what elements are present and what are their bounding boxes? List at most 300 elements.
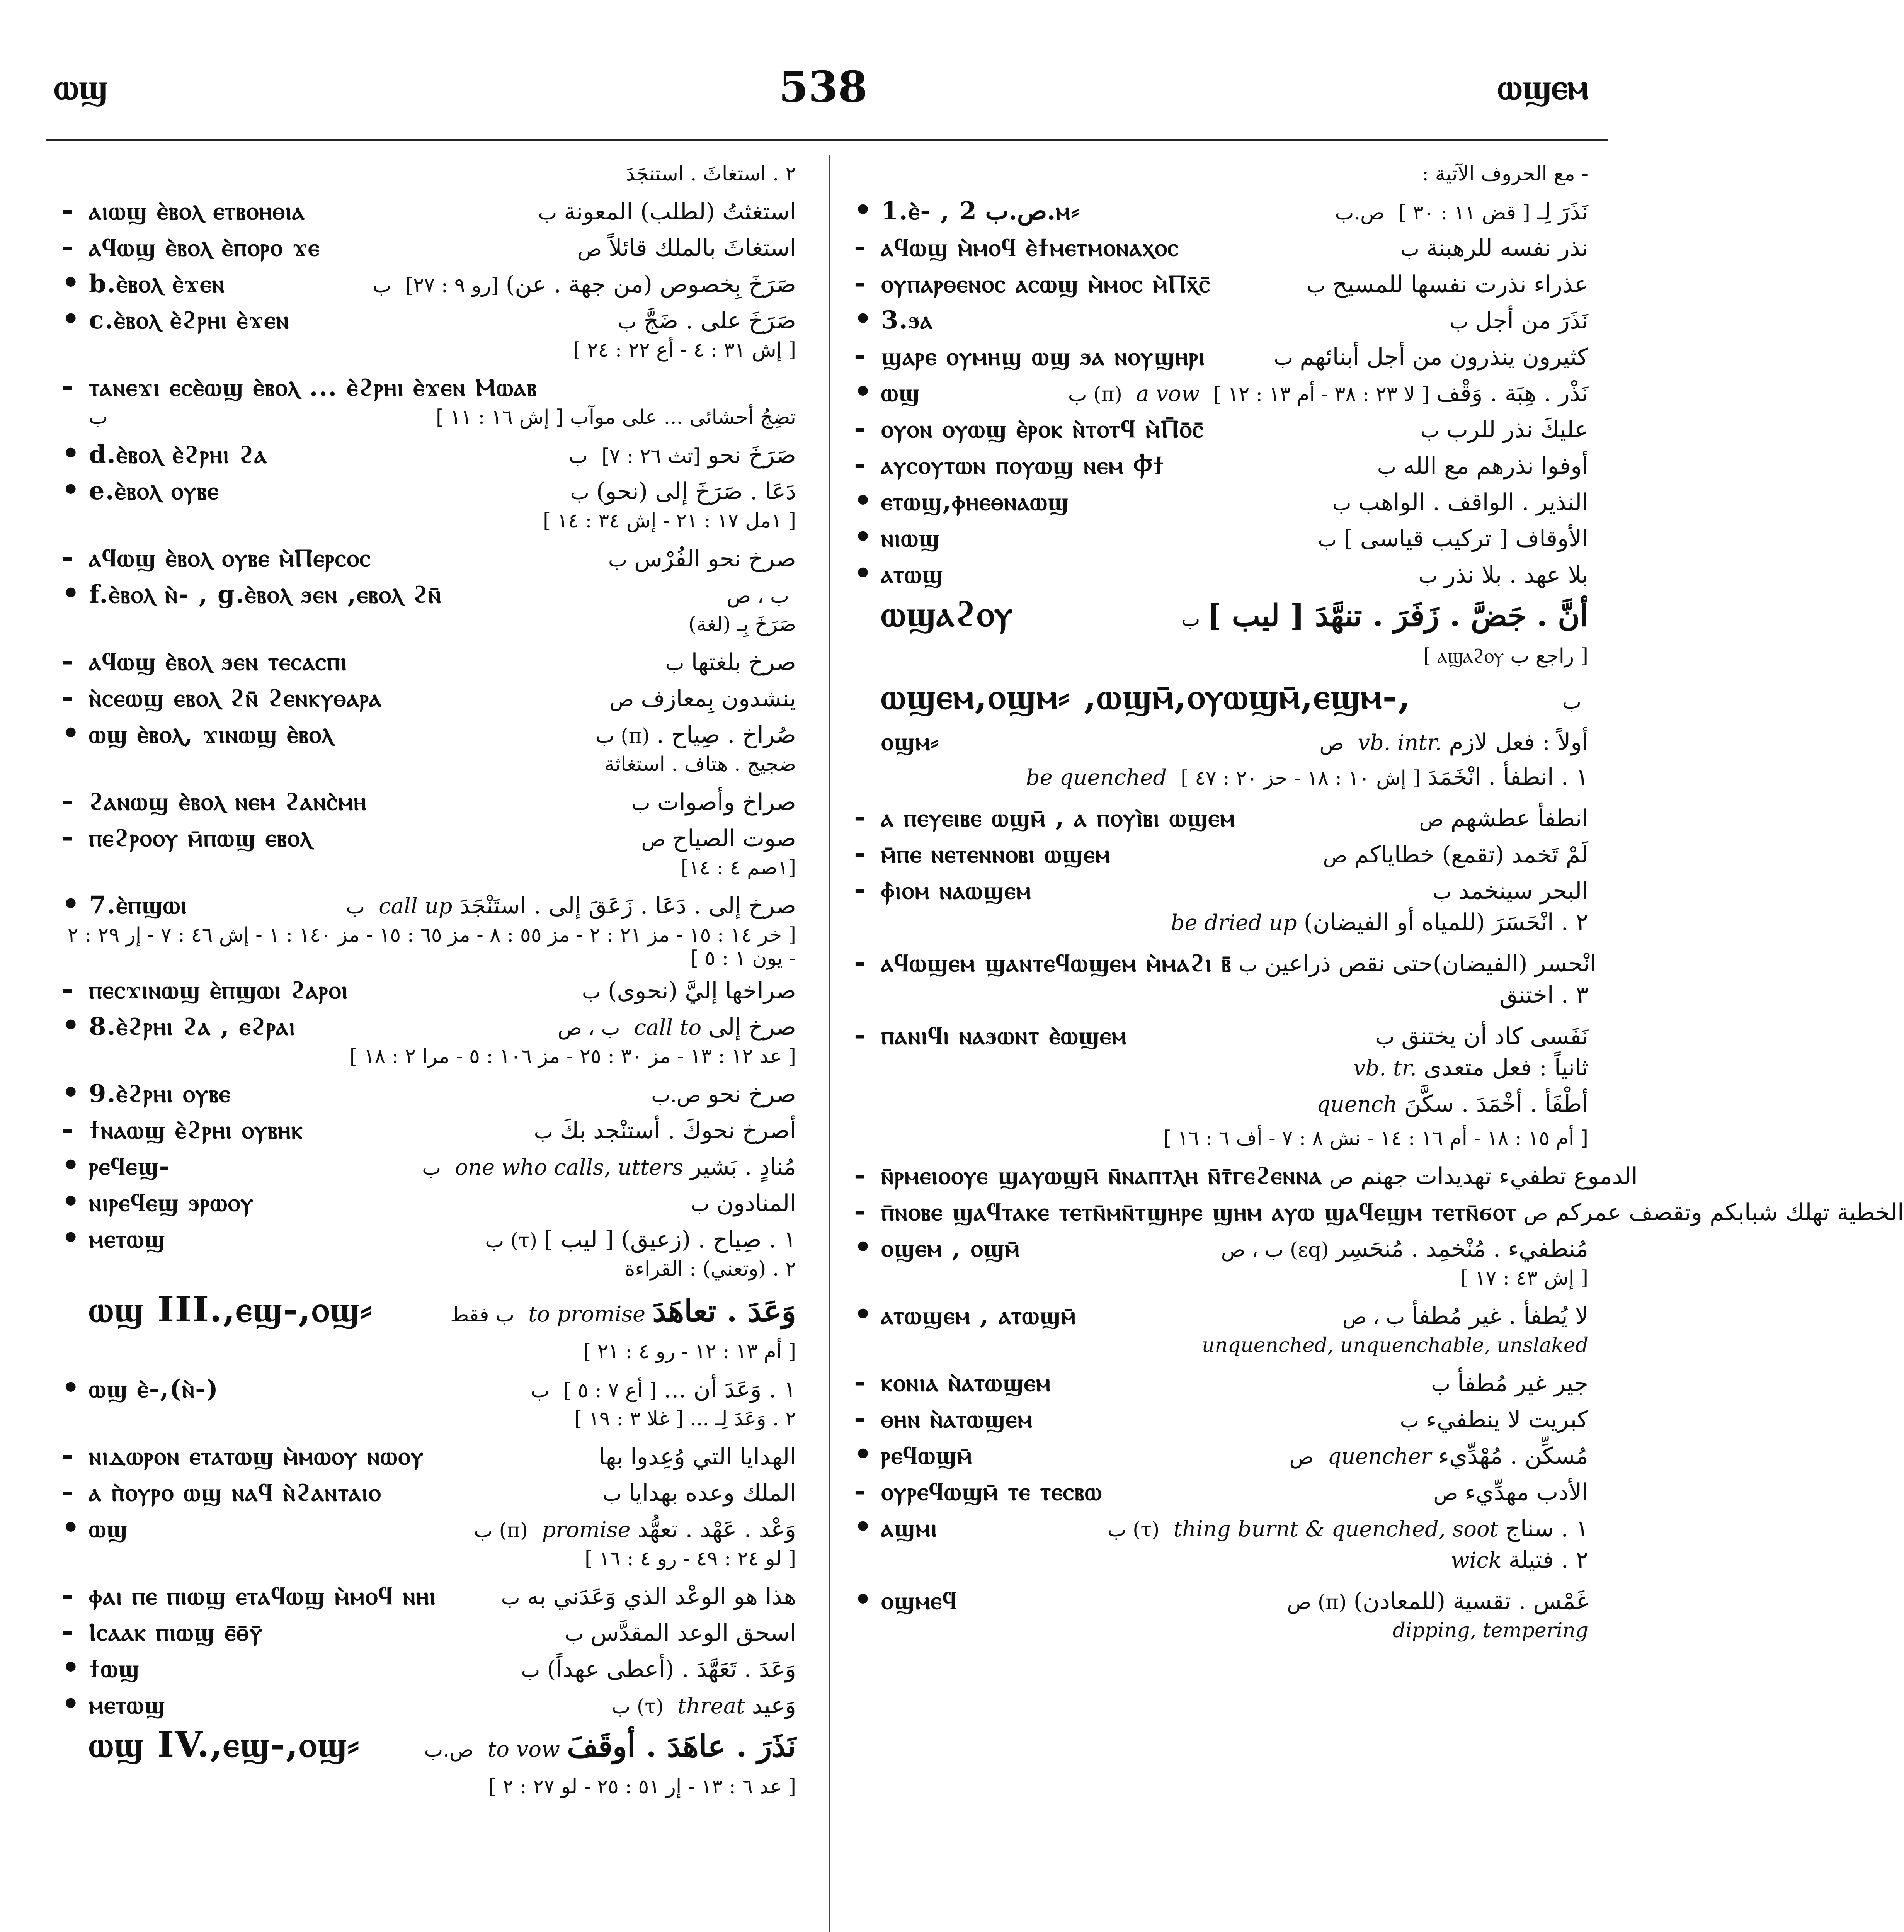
reference-line: [ إش ٣١ : ٤ - أع ٢٢ : ٢٤ ] <box>573 338 796 362</box>
arabic-gloss: مُنطفيء . مُنْخمِد . مُنحَسِر <box>1336 1235 1588 1262</box>
english-gloss: unquenched, unquenchable, unslaked <box>1201 1334 1588 1357</box>
entry-bullet: - <box>62 1112 73 1145</box>
arabic-gloss: أنَّ . جَضَّ . زَفَرَ . تنهَّدَ [ ليب ] <box>1207 598 1588 633</box>
dialect-tag: ب <box>1449 310 1468 333</box>
dictionary-entry <box>854 727 1588 762</box>
entry-bullet: • <box>62 1687 80 1720</box>
coptic-word: e.ⲉ̀ⲃⲟⲗ ⲟⲩⲃⲉ <box>89 476 219 505</box>
reference-line: ضجيج . هتاف . استغاثة <box>604 753 796 776</box>
dictionary-entry <box>62 1614 796 1649</box>
entry-bullet: • <box>62 302 80 335</box>
dictionary-entry <box>854 302 1588 337</box>
coptic-word: ⲁϥⲱϣ ⲉ̀ⲃⲟⲗ ⲟⲩⲃⲉ ⲙ̀Ⲡⲉⲣⲥⲟⲥ <box>89 544 371 573</box>
arabic-gloss: الأدب مهدِّيء <box>1465 1479 1588 1506</box>
coptic-word: 3.ϧⲁ <box>881 306 934 335</box>
entry-bullet: - <box>854 338 866 371</box>
english-gloss: vb. intr. <box>1358 730 1442 755</box>
arabic-gloss: نذر نفسه للرهبنة <box>1426 235 1588 262</box>
english-gloss: be quenched <box>1026 765 1167 790</box>
arabic-gloss: الخطية تهلك شبابكم وتقصف عمركم <box>1555 1199 1904 1226</box>
coptic-word: ϩⲁⲛⲱϣ ⲉ̀ⲃⲟⲗ ⲛⲉⲙ ϩⲁⲛⲥ̀ⲙⲏ <box>89 787 367 816</box>
entry-bullet: - <box>62 1438 73 1471</box>
entry-bullet: - <box>854 872 866 905</box>
dictionary-entry <box>854 193 1588 228</box>
coptic-word: ⲫⲁⲓ ⲡⲉ ⲡⲓⲱϣ ⲉⲧⲁϥⲱϣ ⲙ̀ⲙⲟϥ ⲛⲏⲓ <box>89 1582 436 1611</box>
arabic-gloss: صُراخ . صِياح . <box>657 721 796 748</box>
arabic-gloss: دَعَا . صَرَخَ إلى (نحو) <box>596 478 796 505</box>
arabic-gloss: صرخ بلغتها <box>691 649 796 676</box>
coptic-word: ⲫ̀ⲓⲟⲙ ⲛⲁⲱϣⲉⲙ <box>881 876 1032 905</box>
coptic-word: ⲱϣ IV.,ⲉϣ-,ⲟϣ⸗ <box>89 1723 360 1765</box>
headword-entry <box>854 593 1588 643</box>
entry-bullet: - <box>854 1194 866 1227</box>
coptic-word: b.ⲉ̀ⲃⲟⲗ ⲉ̀ϫⲉⲛ <box>89 269 225 298</box>
entry-bullet: • <box>854 375 872 408</box>
entry-bullet: - <box>854 1158 866 1190</box>
coptic-word: ⲡⲉϩⲣⲟⲟⲩ ⲙ̄ⲡⲱϣ ⲉⲃⲟⲗ <box>89 823 313 852</box>
coptic-word: ϣⲁⲣⲉ ⲟⲩⲙⲏϣ ⲱϣ ϧⲁ ⲛⲟⲩϣⲏⲣⲓ <box>881 342 1206 371</box>
dictionary-entry <box>854 981 1588 1016</box>
entry-bullet: - <box>62 820 73 853</box>
entry-bullet: • <box>854 556 872 589</box>
dialect-tag: ص.ب <box>1335 201 1385 224</box>
entry-continuation <box>62 406 796 434</box>
arabic-gloss: مُسكِّن . مُهْدِّيء <box>1438 1442 1588 1469</box>
entry-bullet: - <box>62 784 73 816</box>
arabic-gloss: وَعَدَ . تَعَهَّدَ . (أعطى عهداً) <box>547 1656 796 1683</box>
dictionary-entry <box>62 1009 796 1043</box>
dictionary-entry <box>854 338 1588 373</box>
dictionary-entry <box>854 1158 1638 1192</box>
coptic-word: ⲡ̄ⲛⲟⲃⲉ ϣⲁϥⲧⲁⲕⲉ ⲧⲉⲧⲛ̄ⲙⲛ̄ⲧϣⲏⲣⲉ ϣⲏⲙ ⲁⲩⲱ ϣⲁϥⲉϣⲙ ⲧⲉⲧⲛ̄ϭⲟⲧ <box>881 1197 1517 1226</box>
dictionary-entry <box>62 1687 796 1722</box>
entry-bullet: - <box>62 230 73 262</box>
reference-line: [ أم ١٣ : ١٢ - رو ٤ : ٢١ ] <box>583 1340 796 1363</box>
entry-bullet: • <box>62 716 80 749</box>
entry-bullet: • <box>62 437 80 469</box>
arabic-gloss: الملك وعده بهدايا <box>628 1480 796 1507</box>
coptic-word: ⲙⲉⲧⲱϣ <box>89 1690 166 1719</box>
arabic-gloss: الأوقاف [ تركيب قياسى ] <box>1344 525 1588 552</box>
dialect-tag: ب <box>1181 608 1200 631</box>
entry-bullet: • <box>854 193 872 226</box>
entry-bullet: - <box>854 266 866 299</box>
headword-entry <box>854 675 1588 726</box>
coptic-word: ⲟϣⲙ⸗ <box>881 727 940 756</box>
entry-bullet: - <box>854 1401 866 1434</box>
dictionary-entry <box>62 266 796 301</box>
arabic-gloss: المنادون <box>716 1190 796 1217</box>
english-gloss: thing burnt & quenched, soot <box>1173 1517 1499 1542</box>
entry-bullet: - <box>854 411 866 444</box>
entry-bullet: • <box>62 1076 80 1109</box>
dialect-tag: ب <box>691 1193 710 1216</box>
arabic-gloss: جير غير مُطفأ <box>1457 1370 1588 1397</box>
coptic-word: Ⲓⲥⲁⲁⲕ ⲡⲓⲱϣ ⲉ̄ⲑ̄ⲩ̄ <box>89 1618 263 1647</box>
arabic-gloss: أولاً : فعل لازم <box>1449 729 1588 756</box>
entry-bullet: • <box>854 302 872 335</box>
dialect-tag: ص.ب <box>424 1738 474 1762</box>
coptic-word: ⲣⲉϥⲱϣⲙ̄ <box>881 1441 973 1470</box>
coptic-word: ⲁϥⲱϣ ⲉ̀ⲃⲟⲗ ⲉ̀ⲡⲟⲣⲟ ϫⲉ <box>89 233 320 262</box>
entry-bullet: • <box>62 473 80 506</box>
coptic-word: ⲛ̀ⲥⲉⲱϣ ⲉⲃⲟⲗ ϩⲛ̄ ϩⲉⲛⲕⲩⲑⲁⲣⲁ <box>89 684 382 713</box>
english-gloss: quencher <box>1327 1444 1431 1469</box>
dictionary-entry <box>854 484 1588 519</box>
arabic-gloss: ١ . سناج <box>1505 1515 1588 1542</box>
coptic-word: ⲁⲓⲱϣ ⲉ̀ⲃⲟⲗ ⲉⲧⲃⲟⲏⲑⲓⲁ <box>89 197 305 226</box>
dictionary-entry <box>854 1018 1588 1053</box>
coptic-word: ⲁ ⲡⲉⲩⲉⲓⲃⲉ ⲱϣⲙ̄ , ⲁ ⲡⲟⲩⲓ̀ⲃⲓ ⲱϣⲉⲙ <box>881 803 1235 832</box>
entry-bullet: - <box>854 230 866 262</box>
reference-line: [١صم ٤ : ١٤] <box>681 856 796 879</box>
dialect-tag: ب <box>1274 347 1293 370</box>
arabic-gloss: صوت الصياح <box>672 825 796 852</box>
coptic-word: ⲁϥⲱϣⲉⲙ ϣⲁⲛⲧⲉϥⲱϣⲉⲙ ⲙ̀ⲙⲁϩⲓ ⲃ̄ <box>881 949 1232 978</box>
dialect-tag: ب (π) <box>1068 383 1122 406</box>
arabic-gloss: نَذَرَ . عاهَدَ . أوقَفَ <box>567 1729 796 1764</box>
entry-bullet: • <box>854 1510 872 1543</box>
reference-line: صَرَخَ بِـ (لغة) <box>688 613 796 636</box>
entry-bullet: • <box>62 1148 80 1181</box>
entry-bullet: - <box>854 1365 866 1398</box>
reference-line: [ أم ١٥ : ١٨ - أم ١٦ : ١٤ - نش ٨ : ٧ - أف ٦ : ١٦ ] <box>1163 1127 1588 1150</box>
entry-bullet: - <box>854 945 866 978</box>
dialect-tag: ب <box>1239 953 1258 976</box>
arabic-gloss: البحر سينخمد <box>1458 878 1588 905</box>
page-header <box>0 58 1646 124</box>
reference-inline: [تث ٢٦ : ٧] <box>601 445 701 468</box>
coptic-word: d.ⲉ̀ⲃⲟⲗ ⲉ̀ϩⲣⲏⲓ ϩⲁ <box>89 440 268 469</box>
arabic-gloss: الدموع تطفيء تهديدات جهنم <box>1360 1163 1638 1190</box>
arabic-gloss: صرخ نحو الفُرْس <box>634 545 796 572</box>
arabic-gloss: انْحسر (الفيضان)حتى نقص ذراعين <box>1264 950 1596 977</box>
entry-bullet: - <box>62 1578 73 1611</box>
dictionary-entry <box>62 1221 796 1256</box>
dictionary-entry <box>62 1578 796 1613</box>
english-gloss: to promise <box>528 1302 646 1327</box>
english-gloss: a vow <box>1136 381 1200 406</box>
coptic-word: ϯⲱϣ <box>89 1654 140 1683</box>
english-gloss: to vow <box>487 1737 560 1762</box>
dialect-tag: ب <box>1433 881 1452 904</box>
arabic-gloss: انطفأ عطشهم <box>1450 805 1588 832</box>
coptic-word: ⲕⲟⲛⲓⲁ ⲛ̀ⲁⲧⲱϣⲉⲙ <box>881 1368 1052 1397</box>
dialect-tag: ب (τ) <box>611 1695 664 1718</box>
coptic-word: ⲣⲉϥⲉϣ- <box>89 1152 170 1181</box>
reference-inline: [رو ٩ : ٢٧] <box>405 274 499 297</box>
coptic-word: ⲁ ⲡ̀ⲟⲩⲣⲟ ⲱϣ ⲛⲁϥ ⲛ̀ϩⲁⲛⲧⲁⲓⲟ <box>89 1478 381 1507</box>
dialect-tag: ب <box>582 980 601 1003</box>
dictionary-entry <box>62 369 796 404</box>
arabic-gloss: كثيرون ينذرون من أجل أبنائهم <box>1300 344 1588 371</box>
coptic-word: ⲟϣⲙⲉϥ <box>881 1586 958 1615</box>
dictionary-entry <box>62 784 796 818</box>
dialect-tag: ب <box>665 652 684 675</box>
dialect-tag: ص <box>1329 1166 1354 1189</box>
dialect-tag: ب ، ص <box>557 1017 620 1040</box>
headword-entry <box>62 1723 796 1774</box>
arabic-gloss: صرخ إلى <box>708 1014 796 1041</box>
dictionary-entry <box>62 1438 796 1473</box>
dialect-tag: ب <box>422 1156 441 1180</box>
reference-inline: [ قض ١١ : ٣٠ ] <box>1398 201 1530 224</box>
dialect-tag: ب <box>1400 1409 1419 1432</box>
dialect-tag: ص <box>1433 1482 1458 1505</box>
dictionary-entry <box>854 1194 1904 1229</box>
dictionary-entry <box>854 411 1588 446</box>
reference-line: [ خر ١٤ : ١٥ - مز ٢١ : ٢ - مز ٥٥ : ٨ - مز ٦٥ : ١٥ - مز ١٤٠ : ١ - إش ٤٦ : ٧ - إر ٢٩ : ٢ - يون ١ : ٥ ] <box>67 923 796 970</box>
coptic-word: ⲉⲧⲱϣ,ⲫⲏⲉⲑⲛⲁⲱϣ <box>881 487 1069 516</box>
coptic-word: ⲟⲩⲡⲁⲣⲑⲉⲛⲟⲥ ⲁⲥⲱϣ ⲙ̀ⲙⲟⲥ ⲙ̀Ⲡⲭ̄ⲥ̄ <box>881 269 1211 298</box>
coptic-word: ⲙⲉⲧⲱϣ <box>89 1225 166 1253</box>
coptic-word: ⲱϣ <box>881 378 920 407</box>
arabic-gloss: ١ . وَعَدَ أن ... <box>664 1376 796 1403</box>
arabic-gloss: وَعْد . عَهْد . تعهُّد <box>637 1516 796 1543</box>
dictionary-entry <box>854 447 1588 482</box>
coptic-word: ⲛⲓⲣⲉϥⲉϣ ϧⲣⲱⲟⲩ <box>89 1188 254 1217</box>
dictionary-entry <box>62 972 796 1007</box>
dialect-tag: ب <box>1400 238 1419 261</box>
dialect-tag: ب <box>1307 274 1326 297</box>
dictionary-entry <box>854 1401 1588 1436</box>
arabic-gloss: استغثتُ (لطلب) المعونة <box>564 198 796 225</box>
dialect-tag: ب <box>501 1586 520 1609</box>
coptic-word: ⲁϣⲙⲓ <box>881 1514 938 1543</box>
dialect-tag: ب <box>565 1622 584 1646</box>
arabic-gloss: ١ . صِياح . (زعيق) [ ليب ] <box>544 1226 796 1253</box>
dictionary-entry <box>62 540 796 575</box>
dictionary-entry <box>854 266 1588 301</box>
coptic-word: 7.ⲉ̀ⲡϣⲱⲓ <box>89 891 187 920</box>
dictionary-entry <box>62 820 796 855</box>
dictionary-entry <box>62 302 796 337</box>
arabic-gloss: ٢ . فتيلة <box>1508 1546 1588 1573</box>
arabic-gloss: وَعيد <box>752 1692 796 1719</box>
arabic-gloss: عذراء نذرت نفسها للمسيح <box>1332 271 1588 298</box>
dictionary-entry <box>854 1510 1588 1545</box>
dialect-tag: ص <box>641 828 666 851</box>
reference-line: [ عد ١٢ : ١٣ - مز ٣٠ : ٢٥ - مز ١٠٦ : ٥ - مرا ٢ : ١٨ ] <box>349 1045 796 1068</box>
dictionary-entry <box>62 644 796 679</box>
arabic-gloss: نَذْر . هِبَة . وَقْف <box>1436 380 1588 407</box>
english-gloss: call up <box>379 894 453 919</box>
coptic-word: ⲁϥⲱϣ ⲙ̀ⲙⲟϥ ⲉ̀ϯⲙⲉⲧⲙⲟⲛⲁⲭⲟⲥ <box>881 233 1179 262</box>
arabic-gloss: أطْفَأ . أخْمَدَ . سكَّنَ <box>1404 1090 1588 1117</box>
coptic-word: ⲟⲩⲣⲉϥⲱϣⲙ̄ ⲧⲉ ⲧⲉⲥⲃⲱ <box>881 1477 1103 1506</box>
arabic-gloss: صراخ وأصوات <box>657 789 796 816</box>
entry-bullet: • <box>854 1583 872 1616</box>
coptic-word: 9.ⲉ̀ϩⲣⲏⲓ ⲟⲩⲃⲉ <box>89 1079 231 1108</box>
dialect-tag: ص <box>1319 732 1344 755</box>
reference-inline: [ إش ١٠ : ١٨ - حز ٢٠ : ٤٧ ] <box>1181 767 1421 790</box>
dialect-tag: ب <box>1377 456 1396 479</box>
dialect-tag: ب <box>1375 1026 1395 1049</box>
dictionary-entry <box>62 1112 796 1147</box>
dictionary-entry <box>62 887 796 922</box>
continuation-tag: ب <box>89 406 108 429</box>
dialect-tag: ب <box>631 792 650 815</box>
reference-line: [ ١مل ١٧ : ٢١ - إش ٣٤ : ١٤ ] <box>543 509 796 532</box>
reference-line: ٢ . (وتعني) : القراءة <box>624 1257 796 1281</box>
coptic-word: ⲁⲧⲱϣⲉⲙ , ⲁⲧⲱϣⲙ̄ <box>881 1301 1077 1330</box>
dictionary-entry <box>854 872 1588 907</box>
dictionary-entry <box>854 909 1588 944</box>
english-gloss: one who calls, utters <box>455 1155 684 1180</box>
dialect-tag: ب <box>531 1379 550 1402</box>
arabic-gloss: وَعَدَ . تعاهَدَ <box>652 1294 796 1329</box>
english-gloss: wick <box>1451 1548 1502 1573</box>
dialect-tag: ص.ب <box>651 1084 701 1107</box>
dialect-tag: ب <box>373 274 392 297</box>
coptic-word: ⲡⲉⲥϫⲓⲛⲱϣ ⲉ̀ⲡϣⲱⲓ ϩⲁⲣⲟⲓ <box>89 976 348 1005</box>
arabic-gloss: مُنادٍ . بَشير <box>690 1153 796 1180</box>
arabic-gloss: صَرَخَ بِخصوص (من جهة . عن) <box>505 271 796 298</box>
header-rule <box>46 139 1608 141</box>
arabic-gloss: ٢ . انْحَسَرَ (للمياه أو الفيضان) <box>1303 909 1588 936</box>
english-gloss: dipping, tempering <box>1392 1619 1588 1642</box>
dialect-tag: ص <box>609 688 634 711</box>
dialect-tag: ب (τ) <box>1107 1518 1160 1541</box>
entry-bullet: - <box>854 1018 866 1051</box>
dialect-tag: ب <box>1318 528 1337 551</box>
coptic-word: 8.ⲉ̀ϩⲣⲏⲓ ϩⲁ , ⲉϩⲣⲁⲓ <box>89 1012 296 1041</box>
entry-bullet: • <box>62 1185 80 1218</box>
coptic-word: ⲁⲧⲱϣ <box>881 560 944 589</box>
coptic-word: 1.ⲉ̀- , ص.ب 2.ⲙ⸗ <box>881 197 1080 226</box>
dialect-tag: ب ، ص <box>727 585 789 608</box>
header-left-headword: ⲱϣ <box>54 66 108 107</box>
dialect-tag: ب <box>346 895 365 918</box>
arabic-gloss: ثانياً : فعل متعدى <box>1423 1054 1588 1081</box>
dictionary-entry <box>62 1371 796 1406</box>
dialect-tag: ب (π) <box>595 724 650 748</box>
coptic-word: f.ⲉ̀ⲃⲟⲗ ⲛ̀- , g.ⲉ̀ⲃⲟⲗ ϧⲉⲛ ,ⲉⲃⲟⲗ ϩⲛ̄ <box>89 580 442 609</box>
header-right-headword: ⲱϣⲉⲙ <box>1497 66 1588 107</box>
dialect-tag: ب (τ) <box>485 1229 538 1252</box>
arabic-gloss: هذا هو الوعْد الذي وَعَدَني به <box>527 1583 796 1610</box>
dialect-tag: ب <box>1562 690 1581 714</box>
coptic-word: ⲛⲓⲱϣ <box>881 524 940 553</box>
reference-inline: [ لا ٢٣ : ٣٨ - أم ١٣ : ١٢ ] <box>1213 383 1429 406</box>
entry-bullet: • <box>854 484 872 517</box>
dictionary-entry <box>62 230 796 264</box>
arabic-gloss: غَمْس . تقسية (للمعادن) <box>1353 1588 1588 1615</box>
dialect-tag: ب <box>538 201 557 224</box>
english-gloss: call to <box>634 1015 702 1040</box>
arabic-gloss: لَمْ تَخمد (تقمع) خطاياكم <box>1354 841 1588 868</box>
entry-bullet: - <box>62 1475 73 1507</box>
dictionary-entry <box>854 556 1588 591</box>
arabic-gloss: نَفَسى كاد أن يختنق <box>1401 1023 1588 1050</box>
arabic-gloss: صرخ إلى . دَعَا . زَعَقَ إلى . استَنْجَدَ <box>459 892 796 919</box>
reference-line: [ عد ٦ : ١٣ - إر ٥١ : ٢٥ - لو ٢٧ : ٢ ] <box>488 1775 796 1798</box>
dialect-tag: ص <box>1419 808 1444 831</box>
arabic-gloss: أصرخ نحوكَ . أستنْجد بكَ <box>560 1117 796 1144</box>
coptic-word: ⲑⲏⲛ ⲛ̀ⲁⲧⲱϣⲉⲙ <box>881 1405 1033 1434</box>
dictionary-entry <box>62 577 796 611</box>
arabic-gloss: ١ . انطفأ . انْخَمَدَ <box>1427 764 1588 791</box>
entry-bullet: • <box>62 1009 80 1041</box>
dictionary-entry <box>62 1511 796 1546</box>
coptic-word: ϯⲛⲁⲱϣ ⲉ̀ϩⲣⲏⲓ ⲟⲩⲃⲏⲕ <box>89 1116 303 1145</box>
dialect-tag: ب <box>570 481 589 504</box>
english-gloss: quench <box>1316 1092 1397 1117</box>
entry-bullet: - <box>62 540 73 573</box>
dictionary-entry <box>62 1475 796 1509</box>
dictionary-entry <box>854 945 1596 980</box>
dictionary-entry <box>62 473 796 508</box>
dialect-tag: ص <box>1289 1446 1314 1469</box>
dictionary-entry <box>854 1474 1588 1509</box>
dictionary-entry <box>62 1185 796 1219</box>
dictionary-entry <box>854 1583 1588 1617</box>
arabic-gloss: صَرَخَ على . ضَجَّ <box>643 307 796 334</box>
dictionary-entry <box>854 1546 1588 1581</box>
section-heading: - مع الحروف الآتية : <box>1422 162 1588 185</box>
right-column <box>854 162 1904 1932</box>
english-gloss: vb. tr. <box>1353 1056 1417 1081</box>
dialect-tag: ص (π) <box>1287 1591 1347 1614</box>
dictionary-entry <box>854 764 1588 798</box>
dictionary-entry <box>854 1054 1588 1089</box>
coptic-word: ⲛⲓⲇⲱⲣⲟⲛ ⲉⲧⲁⲧⲱϣ ⲙ̀ⲙⲱⲟⲩ ⲛⲱⲟⲩ <box>89 1442 424 1471</box>
entry-bullet: • <box>854 1298 872 1330</box>
dictionary-entry <box>62 437 796 471</box>
arabic-gloss: صَرَخَ نحو <box>708 442 796 469</box>
dictionary-entry <box>62 716 796 751</box>
coptic-word: ⲡⲁⲛⲓϥⲓ ⲛⲁϧⲱⲛⲧ ⲉ̀ⲱϣⲉⲙ <box>881 1021 1127 1050</box>
arabic-gloss: النذير . الواقف . الواهب <box>1358 489 1588 516</box>
dictionary-entry <box>62 1076 796 1111</box>
dictionary-entry <box>854 1365 1588 1400</box>
coptic-word: ⲱϣ III.,ⲉϣ-,ⲟϣ⸗ <box>89 1288 373 1330</box>
dialect-tag: ب <box>618 310 637 333</box>
entry-bullet: • <box>62 1221 80 1254</box>
entry-bullet: - <box>62 193 73 226</box>
arabic-gloss: ٣ . اختنق <box>1499 981 1588 1009</box>
coptic-word: ⲟϣⲉⲙ , ⲟϣⲙ̄ <box>881 1234 1020 1263</box>
coptic-word: ⲱϣ ⲉ̀-,(ⲛ̀-) <box>89 1374 219 1403</box>
arabic-gloss: عليكَ نذر للرب <box>1446 416 1588 443</box>
dictionary-entry <box>854 230 1588 264</box>
left-column <box>62 162 796 1932</box>
entry-bullet: - <box>854 836 866 869</box>
continuation-arabic: تضِجُ أحشائى ... على موآب [ إش ١٦ : ١١ ] <box>436 406 796 429</box>
dictionary-entry <box>62 193 796 228</box>
dialect-tag: ص <box>1323 844 1348 867</box>
arabic-gloss: صرخ نحو <box>708 1081 796 1108</box>
dialect-tag: ب <box>608 548 627 571</box>
english-gloss: promise <box>542 1517 631 1543</box>
entry-bullet: • <box>62 577 80 609</box>
dictionary-entry <box>854 836 1588 871</box>
arabic-gloss: استغاثَ بالملك قائلاً <box>609 235 796 262</box>
dialect-tag: ص <box>577 238 602 261</box>
dictionary-entry <box>854 800 1588 835</box>
reference-line: [ لو ٢٤ : ٤٩ - رو ٤ : ١٦ ] <box>585 1547 796 1570</box>
page-number: 538 <box>779 62 868 112</box>
arabic-gloss: نَذَرَ لِـ <box>1537 198 1588 225</box>
dialect-tag: ب <box>1332 492 1351 515</box>
arabic-gloss: لا يُطفأ . غير مُطفأ <box>1412 1303 1588 1330</box>
arabic-gloss: نَذَرَ من أجل <box>1475 307 1588 334</box>
dialect-tag: ب <box>602 1483 622 1506</box>
arabic-gloss: أوفوا نذرهم مع الله <box>1403 452 1588 480</box>
dialect-tag: ب ، ص (εq) <box>1221 1238 1329 1262</box>
reference-line: [ راجع ب ⲁϣⲁϩⲟⲩ ] <box>1423 645 1588 668</box>
entry-bullet: • <box>62 1511 80 1544</box>
